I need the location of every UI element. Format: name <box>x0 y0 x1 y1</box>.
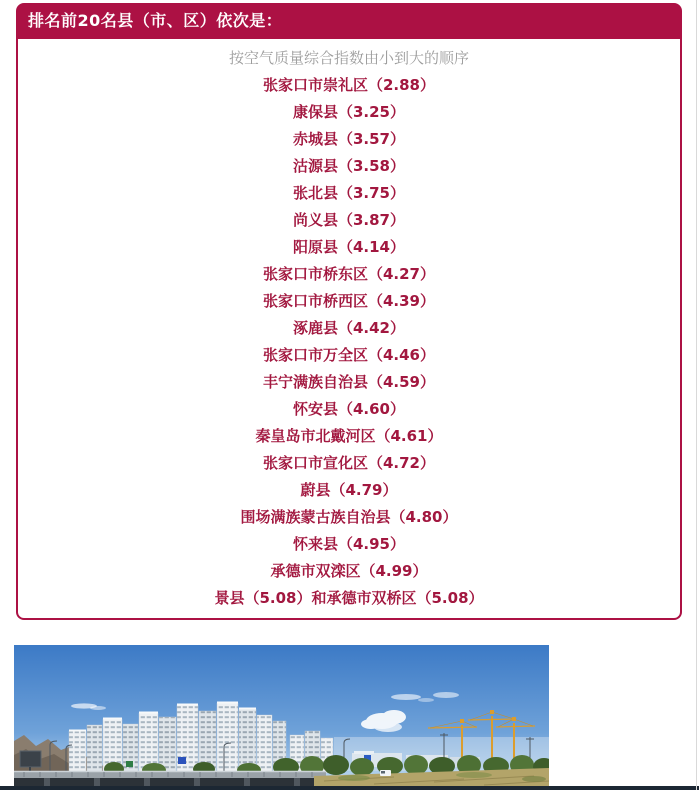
sort-order-note: 按空气质量综合指数由小到大的顺序 <box>228 49 469 67</box>
road-bridge <box>14 771 326 786</box>
ranking-item: 阳原县（4.14） <box>292 238 405 256</box>
panel-title: 排名前20名县（市、区）依次是： <box>16 3 682 39</box>
road-sign-green <box>126 761 133 767</box>
ranking-list <box>16 39 682 620</box>
road-sign-blue <box>178 757 186 764</box>
ranking-item: 蔚县（4.79） <box>300 481 398 499</box>
ranking-item: 景县（5.08）和承德市双桥区（5.08） <box>214 589 484 607</box>
ranking-item: 秦皇岛市北戴河区（4.61） <box>255 427 443 445</box>
ranking-item: 张家口市桥西区（4.39） <box>262 292 435 310</box>
page-right-border <box>696 0 697 790</box>
ranking-item: 沽源县（3.58） <box>292 157 405 175</box>
ranking-item: 丰宁满族自治县（4.59） <box>262 373 435 391</box>
ranking-item: 张家口市崇礼区（2.88） <box>262 76 435 94</box>
ranking-item: 张北县（3.75） <box>292 184 405 202</box>
ranking-item: 怀安县（4.60） <box>292 400 405 418</box>
city-photo <box>14 645 549 786</box>
ranking-item: 尚义县（3.87） <box>292 211 405 229</box>
ranking-item: 涿鹿县（4.42） <box>292 319 405 337</box>
ranking-item: 张家口市万全区（4.46） <box>262 346 435 364</box>
ranking-item: 康保县（3.25） <box>292 103 405 121</box>
ranking-item: 赤城县（3.57） <box>292 130 405 148</box>
ranking-item: 围场满族蒙古族自治县（4.80） <box>240 508 458 526</box>
ranking-panel <box>16 3 682 620</box>
van <box>380 770 391 776</box>
ranking-item: 怀来县（4.95） <box>292 535 405 553</box>
bottom-edge-bar <box>0 786 699 790</box>
ranking-item: 张家口市桥东区（4.27） <box>262 265 435 283</box>
ranking-item: 张家口市宣化区（4.72） <box>262 454 435 472</box>
ranking-item: 承德市双滦区（4.99） <box>270 562 428 580</box>
